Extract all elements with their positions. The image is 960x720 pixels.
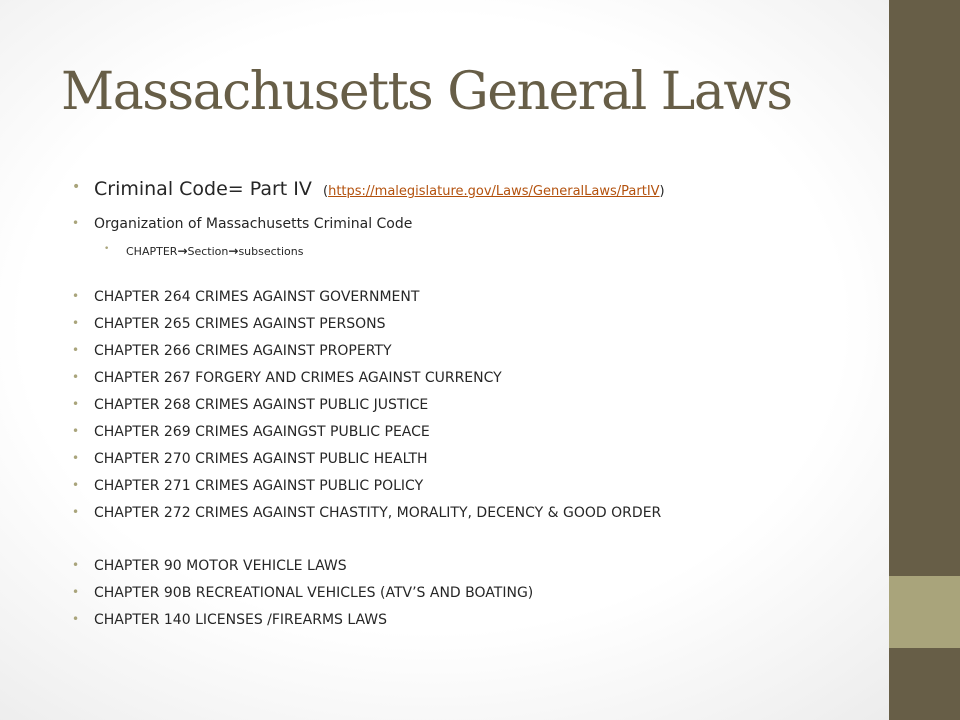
bullet-dot: • — [72, 424, 80, 438]
hierarchy-section: Section — [187, 245, 229, 258]
chapter-text: CHAPTER 269 CRIMES AGAINGST PUBLIC PEACE — [94, 424, 430, 440]
organization-text: Organization of Massachusetts Criminal Code — [94, 216, 413, 232]
bullet-dot: • — [72, 558, 80, 572]
chapter-text: CHAPTER 270 CRIMES AGAINST PUBLIC HEALTH — [94, 451, 428, 467]
chapter-text: CHAPTER 140 LICENSES /FIREARMS LAWS — [94, 612, 388, 628]
bullet-dot: • — [72, 505, 80, 519]
chapter-text: CHAPTER 90 MOTOR VEHICLE LAWS — [94, 558, 347, 574]
bullet-dot: • — [72, 216, 80, 230]
bullet-dot: • — [72, 478, 80, 492]
paren-open: ( — [323, 184, 329, 199]
chapter-text: CHAPTER 265 CRIMES AGAINST PERSONS — [94, 316, 386, 332]
criminal-code-label: Criminal Code= Part IV — [94, 178, 312, 200]
part-iv-link[interactable]: https://malegislature.gov/Laws/GeneralLaws/PartIV — [328, 184, 660, 199]
chapter-text: CHAPTER 90B RECREATIONAL VEHICLES (ATV’S AND BOATING) — [94, 585, 534, 601]
chapter-text: CHAPTER 267 FORGERY AND CRIMES AGAINST CURRENCY — [94, 370, 502, 386]
slide-title: Massachusetts General Laws — [61, 62, 792, 122]
bullet-dot: • — [72, 179, 81, 195]
sidebar-dark-band-bottom — [889, 648, 960, 720]
chapter-text: CHAPTER 271 CRIMES AGAINST PUBLIC POLICY — [94, 478, 424, 494]
bullet-dot: • — [72, 289, 80, 303]
chapter-text: CHAPTER 272 CRIMES AGAINST CHASTITY, MORALITY, DECENCY & GOOD ORDER — [94, 505, 662, 521]
bullet-dot: • — [104, 244, 110, 254]
arrow-right-icon: → — [228, 244, 239, 258]
paren-close: ) — [659, 184, 665, 199]
bullet-dot: • — [72, 343, 80, 357]
sidebar-accent-band — [889, 576, 960, 648]
hierarchy-subsections: subsections — [238, 245, 304, 258]
bullet-dot: • — [72, 397, 80, 411]
bullet-dot: • — [72, 316, 80, 330]
chapter-text: CHAPTER 264 CRIMES AGAINST GOVERNMENT — [94, 289, 420, 305]
sidebar-dark-band-top — [889, 0, 960, 576]
bullet-dot: • — [72, 370, 80, 384]
chapter-text: CHAPTER 266 CRIMES AGAINST PROPERTY — [94, 343, 392, 359]
arrow-right-icon: → — [177, 244, 188, 258]
bullet-dot: • — [72, 585, 80, 599]
chapter-text: CHAPTER 268 CRIMES AGAINST PUBLIC JUSTICE — [94, 397, 429, 413]
hierarchy-chapter: CHAPTER — [126, 245, 178, 258]
bullet-dot: • — [72, 612, 80, 626]
bullet-dot: • — [72, 451, 80, 465]
